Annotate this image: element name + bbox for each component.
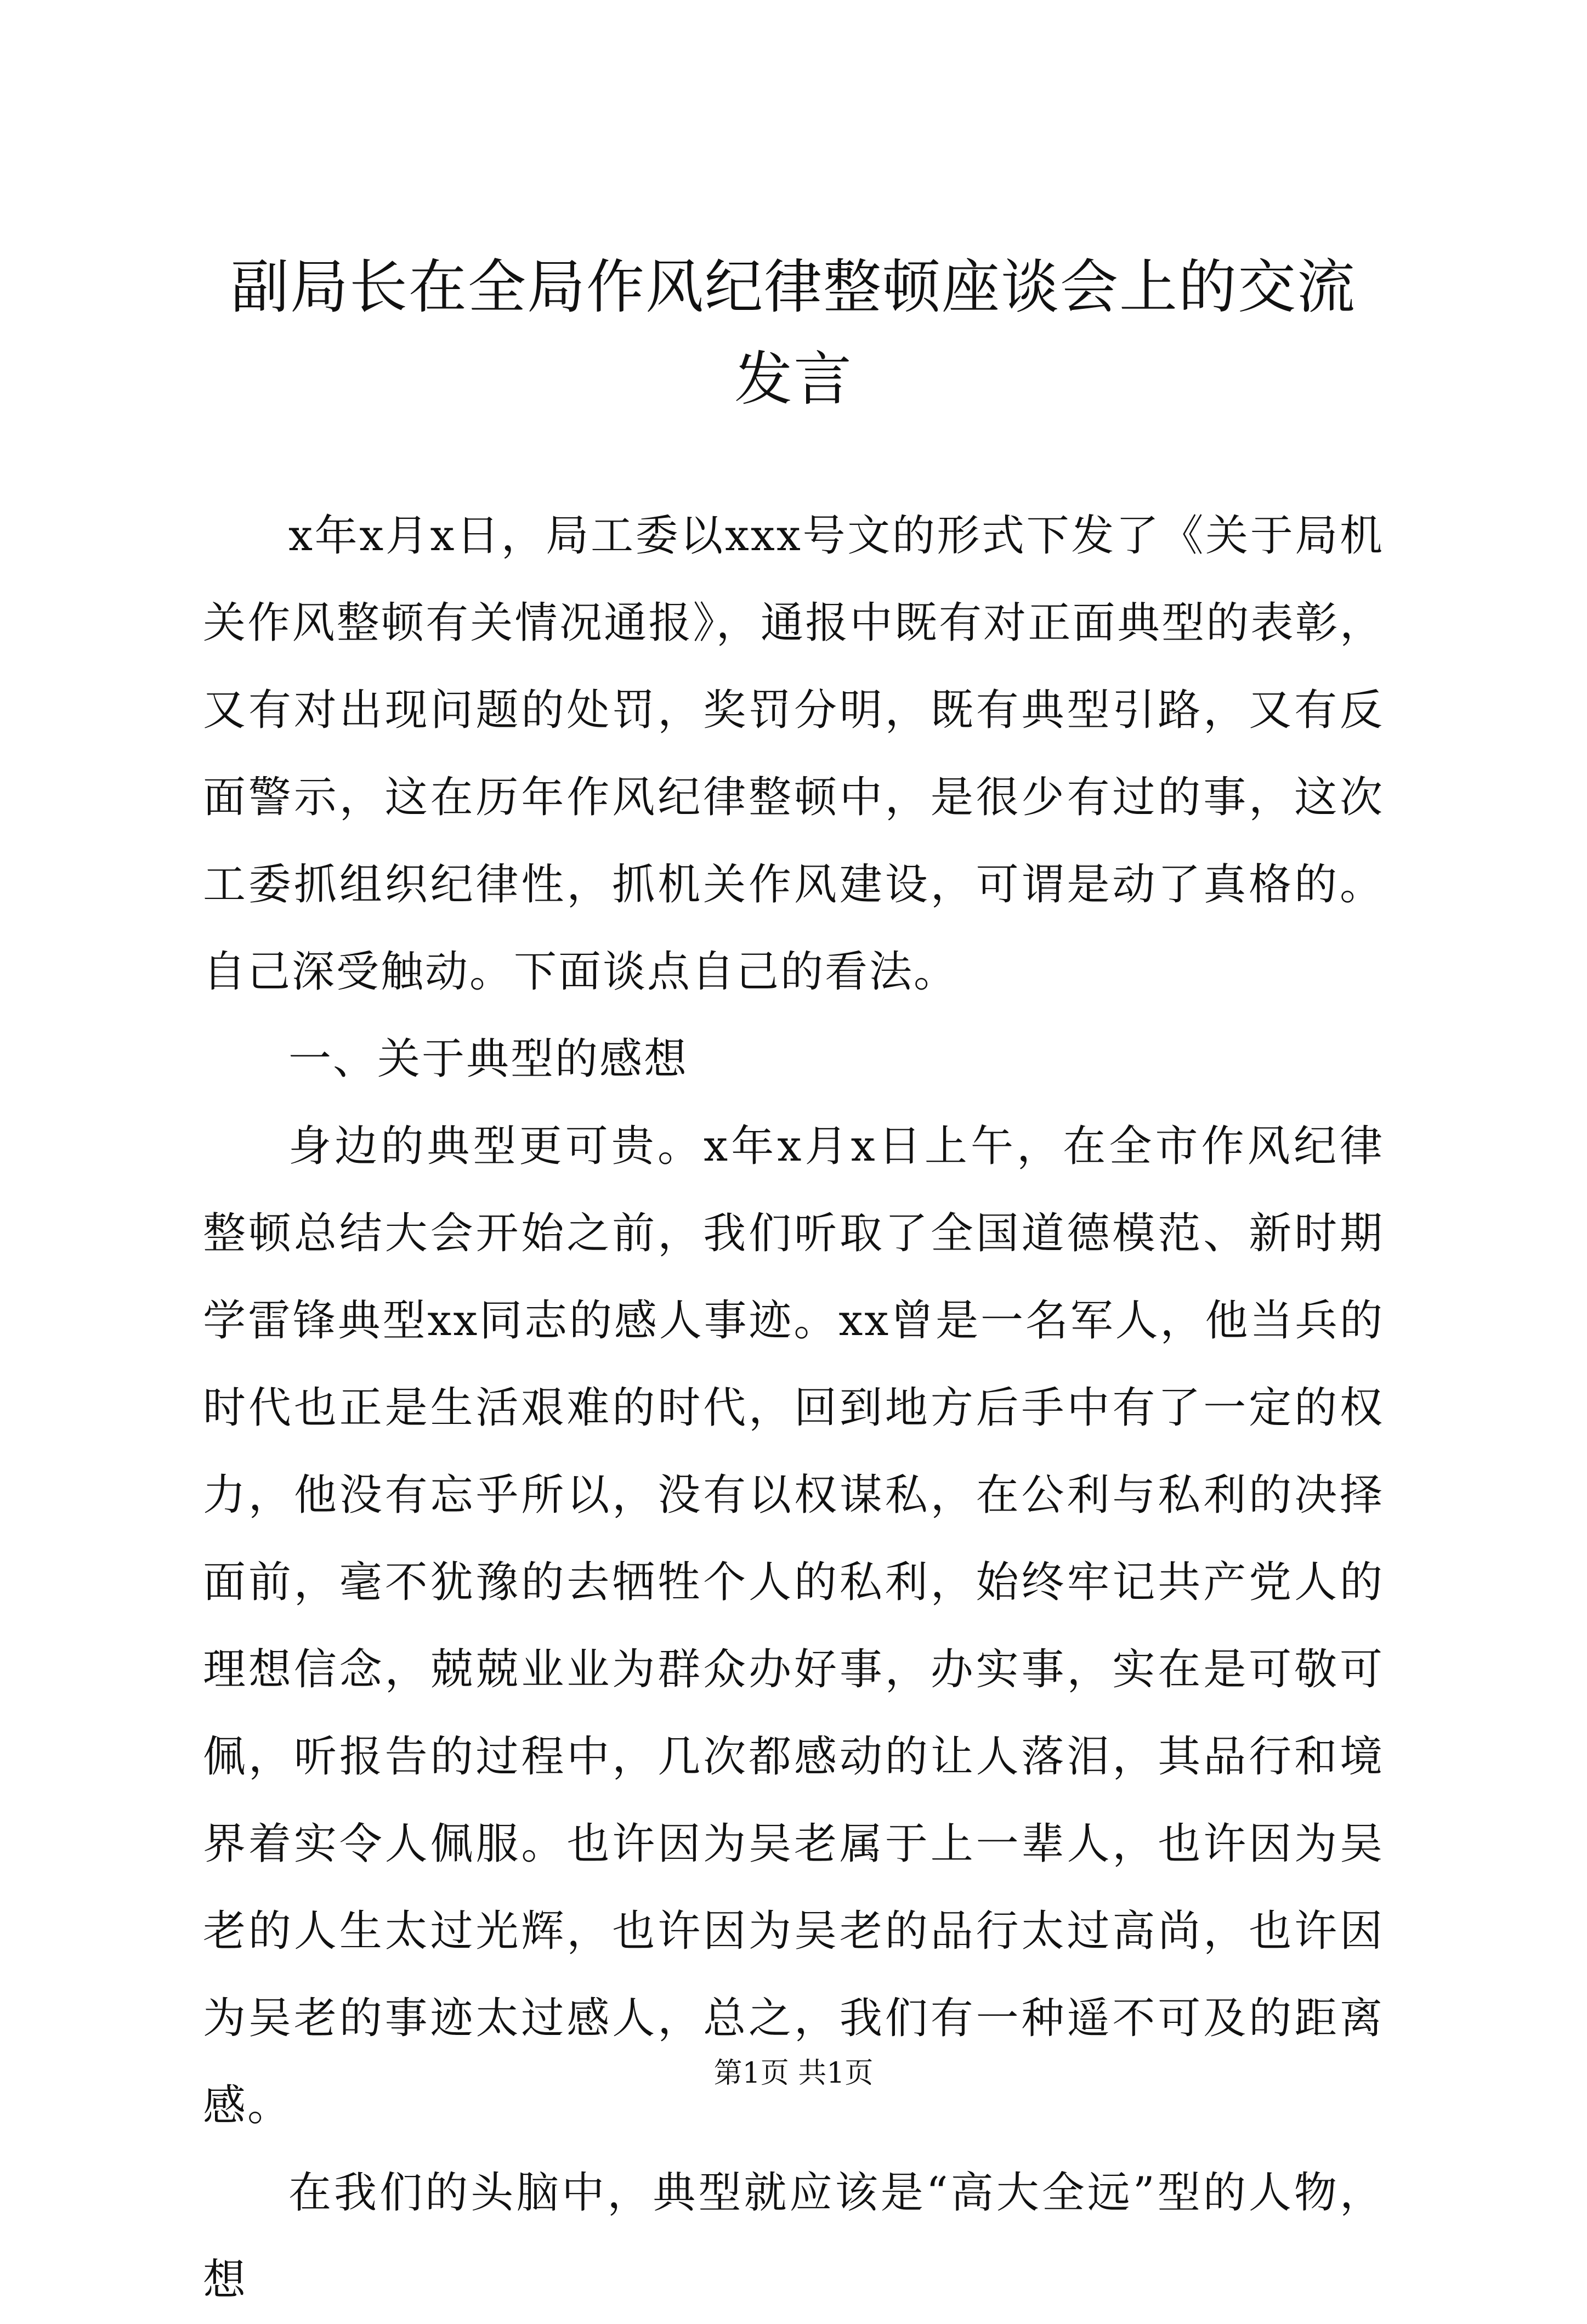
page-footer: 第1页 共1页 [713, 2057, 874, 2090]
document-title: 副局长在全局作风纪律整顿座谈会上的交流发言 [231, 253, 1356, 413]
paragraph-typical-example: 身边的典型更可贵。x年x月x日上午，在全市作风纪律整顿总结大会开始之前，我们听取了全国道德模范、新时期学雷锋典型xx同志的感人事迹。xx曾是一名军人，他当兵的时代也正是生活艰难的时代，回到地方后手中有了一定的权力，他没有忘乎所以，没有以权谋私，在公利与私利的决择面前，毫不犹豫的去牺牲个人的私利，始终牢记共产党人的理想信念，兢兢业业为群众办好事，办实事，实在是可敬可佩，听报告的过程中，几次都感动的让人落泪，其品行和境界着实令人佩服。也许因为吴老属于上一辈人，也许因为吴老的人生太过光辉，也许因为吴老的品行太过高尚，也许因为吴老的事迹太过感人，总之，我们有一种遥不可及的距离感。 [203, 1122, 1384, 2130]
document-body [203, 493, 1384, 2324]
paragraph-intro: x年x月x日，局工委以xxx号文的形式下发了《关于局机关作风整顿有关情况通报》，通报中既有对正面典型的表彰，又有对出现问题的处罚，奖罚分明，既有典型引路，又有反面警示，这在历年作风纪律整顿中，是很少有过的事，这次工委抓组织纪律性，抓机关作风建设，可谓是动了真格的。自己深受触动。下面谈点自己的看法。 [203, 511, 1384, 997]
paragraph-continuation: 在我们的头脑中，典型就应该是“高大全远”型的人物，想 [203, 2168, 1384, 2305]
section-heading: 一、关于典型的感想 [288, 1034, 689, 1084]
